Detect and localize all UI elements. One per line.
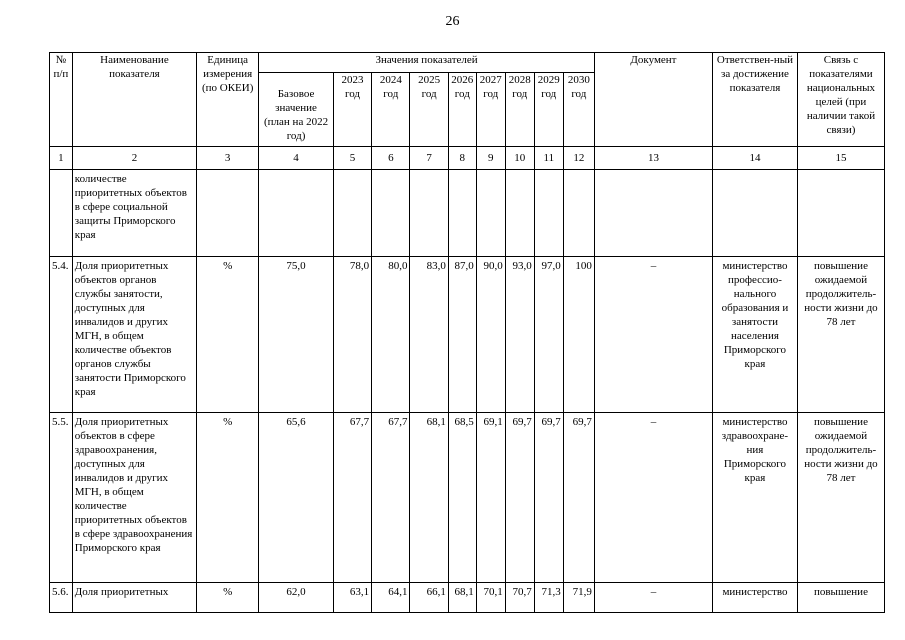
column-number: 3 — [197, 147, 259, 170]
column-number: 15 — [797, 147, 884, 170]
row-value: 80,0 — [372, 257, 410, 413]
header-year: 2025 год — [410, 73, 448, 147]
row-document: – — [594, 413, 712, 583]
header-link: Связь с показателями национальных целей (при наличии такой связи) — [797, 53, 884, 147]
row-document — [594, 170, 712, 257]
row-value — [534, 170, 563, 257]
column-number: 9 — [476, 147, 505, 170]
header-document: Документ — [594, 53, 712, 147]
row-unit — [197, 170, 259, 257]
header-year: 2027 год — [476, 73, 505, 147]
row-value: 64,1 — [372, 583, 410, 613]
column-number: 13 — [594, 147, 712, 170]
column-number: 4 — [259, 147, 334, 170]
row-link: повышение ожидаемой продолжитель-ности жизни до 78 лет — [797, 413, 884, 583]
row-unit: % — [197, 257, 259, 413]
row-no — [50, 170, 73, 257]
table-row — [50, 170, 885, 257]
row-value: 69,7 — [563, 413, 594, 583]
page-number: 26 — [445, 14, 460, 29]
row-value: 68,1 — [410, 413, 448, 583]
header-year: 2024 год — [372, 73, 410, 147]
header-no: № п/п — [50, 53, 73, 147]
row-name: количестве приоритетных объектов в сфере социальной защиты Приморского края — [72, 170, 196, 257]
table-row — [50, 257, 885, 413]
row-link — [797, 170, 884, 257]
column-number: 11 — [534, 147, 563, 170]
row-value: 93,0 — [505, 257, 534, 413]
row-value — [333, 170, 371, 257]
row-base — [259, 170, 334, 257]
row-link: повышение — [797, 583, 884, 613]
column-number: 2 — [72, 147, 196, 170]
row-no: 5.6. — [50, 583, 73, 613]
row-value: 69,1 — [476, 413, 505, 583]
row-document: – — [594, 583, 712, 613]
row-name: Доля приоритетных объектов органов службы занятости, доступных для инвалидов и других МГН, в общем количестве объектов органов службы занятости Приморского края — [72, 257, 196, 413]
row-responsible: министерство профессио-нального образования и занятости населения Приморского края — [712, 257, 797, 413]
row-value — [476, 170, 505, 257]
row-responsible: министерство здравоохране-ния Приморского края — [712, 413, 797, 583]
indicators-table — [49, 52, 885, 613]
row-value: 63,1 — [333, 583, 371, 613]
row-document: – — [594, 257, 712, 413]
row-responsible — [712, 170, 797, 257]
row-no: 5.5. — [50, 413, 73, 583]
row-value — [410, 170, 448, 257]
table-row — [50, 583, 885, 613]
header-year: 2030 год — [563, 73, 594, 147]
row-base: 65,6 — [259, 413, 334, 583]
header-responsible: Ответствен-ный за достижение показателя — [712, 53, 797, 147]
row-value: 71,3 — [534, 583, 563, 613]
row-value: 90,0 — [476, 257, 505, 413]
column-number: 12 — [563, 147, 594, 170]
header-name: Наименование показателя — [72, 53, 196, 147]
row-value: 68,5 — [448, 413, 476, 583]
row-responsible: министерство — [712, 583, 797, 613]
column-number: 6 — [372, 147, 410, 170]
row-value: 66,1 — [410, 583, 448, 613]
row-value: 71,9 — [563, 583, 594, 613]
row-value: 67,7 — [333, 413, 371, 583]
header-year: 2026 год — [448, 73, 476, 147]
column-number: 10 — [505, 147, 534, 170]
row-value — [372, 170, 410, 257]
row-link: повышение ожидаемой продолжитель-ности жизни до 78 лет — [797, 257, 884, 413]
row-name: Доля приоритетных — [72, 583, 196, 613]
row-value: 97,0 — [534, 257, 563, 413]
row-value: 100 — [563, 257, 594, 413]
header-values-group: Значения показателей — [259, 53, 595, 73]
column-number: 5 — [333, 147, 371, 170]
row-base: 62,0 — [259, 583, 334, 613]
row-value: 83,0 — [410, 257, 448, 413]
row-base: 75,0 — [259, 257, 334, 413]
column-number: 7 — [410, 147, 448, 170]
header-unit: Единица измерения (по ОКЕИ) — [197, 53, 259, 147]
row-name: Доля приоритетных объектов в сфере здравоохранения, доступных для инвалидов и других МГН, в общем количестве приоритетных объектов в сфере здравоохранения Приморского края — [72, 413, 196, 583]
header-base: Базовое значение (план на 2022 год) — [259, 73, 334, 147]
header-year: 2028 год — [505, 73, 534, 147]
column-number: 8 — [448, 147, 476, 170]
row-value: 68,1 — [448, 583, 476, 613]
row-value — [563, 170, 594, 257]
row-no: 5.4. — [50, 257, 73, 413]
row-value: 69,7 — [534, 413, 563, 583]
header-year: 2023 год — [333, 73, 371, 147]
row-unit: % — [197, 583, 259, 613]
row-unit: % — [197, 413, 259, 583]
row-value: 70,1 — [476, 583, 505, 613]
row-value: 67,7 — [372, 413, 410, 583]
row-value — [505, 170, 534, 257]
row-value — [448, 170, 476, 257]
column-number: 14 — [712, 147, 797, 170]
row-value: 87,0 — [448, 257, 476, 413]
row-value: 78,0 — [333, 257, 371, 413]
row-value: 70,7 — [505, 583, 534, 613]
column-number: 1 — [50, 147, 73, 170]
header-year: 2029 год — [534, 73, 563, 147]
row-value: 69,7 — [505, 413, 534, 583]
table-row — [50, 413, 885, 583]
